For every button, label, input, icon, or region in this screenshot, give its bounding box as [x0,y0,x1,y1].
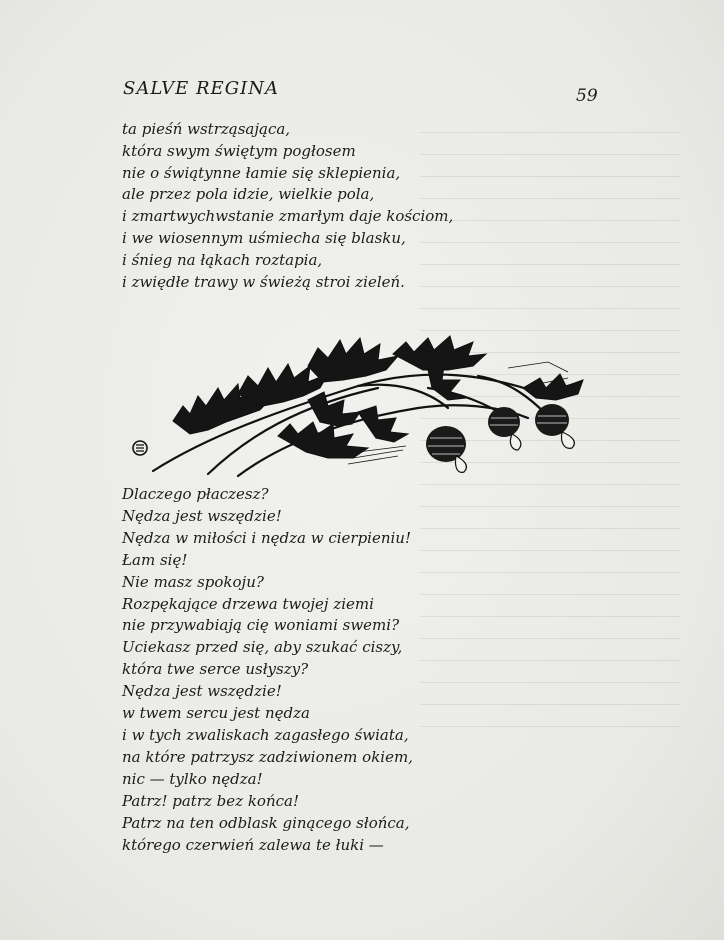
poem-line: która twe serce usłyszy? [122,660,309,679]
poem-line: i zwiędłe trawy w świeżą stroi zieleń. [122,272,405,291]
poem-line: Nędza jest wszędzie! [122,682,282,701]
poem-line: nie przywabiają cię woniami swemi? [122,616,400,635]
poem-line: którego czerwień zalewa te łuki — [122,835,384,854]
thistle-flower-icon [426,426,466,472]
poem-line: Patrz! patrz bez końca! [122,791,299,810]
thistle-branch-illustration [128,326,598,481]
poem-line: która swym świętym pogłosem [122,141,356,160]
poem-line: ale przez pola idzie, wielkie pola, [122,185,375,204]
thistle-flower-icon [535,404,574,448]
page-number: 59 [576,86,598,106]
poem-line: Patrz na ten odblask ginącego słońca, [122,813,410,832]
poem-stanza-2 [122,484,592,856]
poem-line: i zmartwychwstanie zmarłym daje kościom, [122,207,454,226]
poem-line: na które patrzysz zadziwionem okiem, [122,747,413,766]
poem-line: Dlaczego płaczesz? [122,485,269,503]
poem-line: Uciekasz przed się, aby szukać ciszy, [122,638,403,657]
running-header: SALVE REGINA [123,78,279,99]
poem-stanza-1 [122,119,592,293]
thistle-flower-icon [488,407,521,450]
poem-line: nie o świątynne łamie się sklepienia, [122,163,401,182]
poem-line: Nędza w miłości i nędza w cierpieniu! [122,528,411,547]
poem-line: Nędza jest wszędzie! [122,506,282,525]
poem-line: i śnieg na łąkach roztapia, [122,250,323,269]
poem-line: Nie masz spokoju? [122,572,264,591]
poem-line: i we wiosennym uśmiecha się blasku, [122,228,406,247]
poem-line: w twem sercu jest nędza [122,704,310,723]
poem-line: Łam się! [122,550,188,569]
monogram-icon [133,441,147,455]
poem-line: nic — tylko nędza! [122,769,263,788]
poem-line: i w tych zwaliskach zagasłego świata, [122,725,409,744]
poem-line: ta pieśń wstrząsająca, [122,120,291,138]
poem-line: Rozpękające drzewa twojej ziemi [122,594,374,613]
